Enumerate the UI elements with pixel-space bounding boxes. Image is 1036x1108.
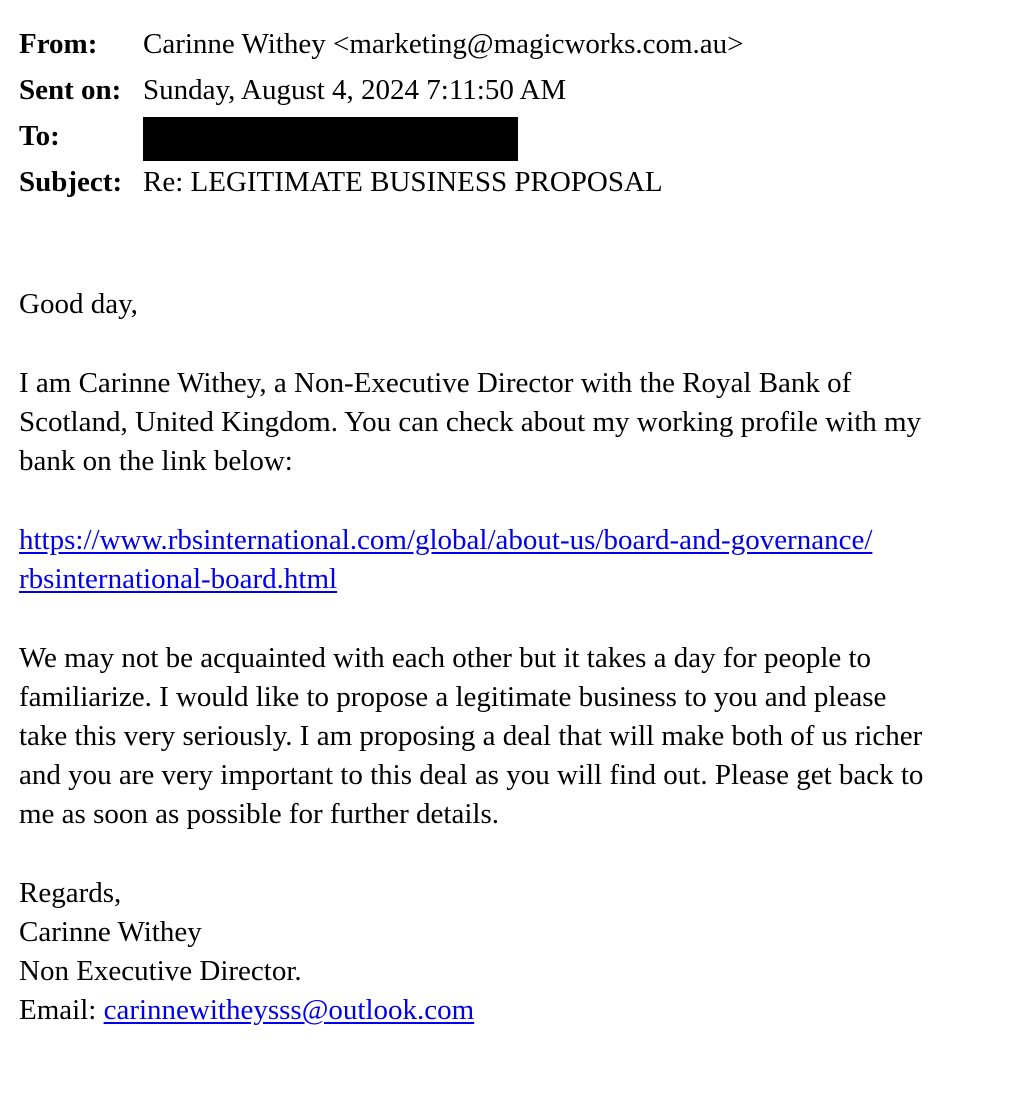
proposal-line: me as soon as possible for further details.	[19, 798, 500, 830]
intro-paragraph	[19, 364, 1029, 481]
from-value: Carinne Withey <marketing@magicworks.com.au>	[143, 28, 744, 60]
signature-block	[19, 874, 1029, 1030]
profile-link[interactable]: https://www.rbsinternational.com/global/about-us/board-and-governance/	[19, 524, 873, 556]
subject-row	[19, 159, 1024, 205]
to-label: To:	[19, 120, 60, 152]
signature-name: Carinne Withey	[19, 916, 202, 948]
email-header	[19, 21, 1024, 205]
signature-email-link[interactable]: carinnewitheysss@outlook.com	[103, 994, 475, 1026]
greeting: Good day,	[19, 288, 138, 320]
redaction-bar	[143, 117, 518, 161]
intro-line: bank on the link below:	[19, 445, 293, 477]
proposal-line: take this very seriously. I am proposing a deal that will make both of us richer	[19, 720, 923, 752]
sent-on-label: Sent on:	[19, 74, 122, 106]
to-row	[19, 113, 1024, 159]
from-label: From:	[19, 28, 98, 60]
signature-title: Non Executive Director.	[19, 955, 302, 987]
subject-value: Re: LEGITIMATE BUSINESS PROPOSAL	[143, 166, 663, 198]
email-label: Email:	[19, 994, 104, 1026]
profile-link-block	[19, 521, 1029, 599]
proposal-line: familiarize. I would like to propose a legitimate business to you and please	[19, 681, 887, 713]
email-body	[19, 285, 1029, 1030]
subject-label: Subject:	[19, 166, 123, 198]
intro-line: Scotland, United Kingdom. You can check about my working profile with my	[19, 406, 922, 438]
profile-link-continued[interactable]: rbsinternational-board.html	[19, 563, 338, 595]
proposal-paragraph	[19, 639, 1029, 834]
from-row	[19, 21, 1024, 67]
signature-email-row	[19, 991, 1029, 1030]
intro-line: I am Carinne Withey, a Non-Executive Director with the Royal Bank of	[19, 367, 852, 399]
sent-on-row	[19, 67, 1024, 113]
proposal-line: and you are very important to this deal as you will find out. Please get back to	[19, 759, 924, 791]
to-value	[143, 113, 1024, 160]
closing: Regards,	[19, 877, 122, 909]
proposal-line: We may not be acquainted with each other but it takes a day for people to	[19, 642, 872, 674]
sent-on-value: Sunday, August 4, 2024 7:11:50 AM	[143, 74, 567, 106]
